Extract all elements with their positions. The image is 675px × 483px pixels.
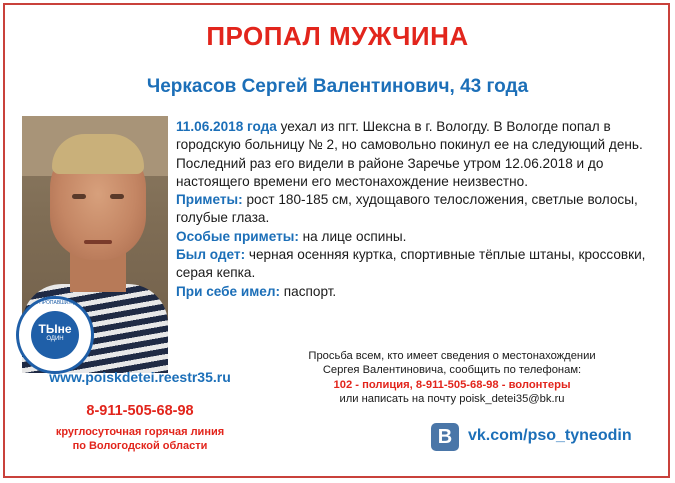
special-signs-label: Особые приметы: — [176, 228, 299, 244]
clothes-paragraph — [176, 246, 651, 283]
signs-paragraph — [176, 191, 651, 228]
photo-eye-right — [110, 194, 124, 199]
special-signs-text: на лице оспины. — [298, 228, 407, 244]
poster-title: ПРОПАЛ МУЖЧИНА — [206, 21, 469, 51]
contact-request — [272, 349, 632, 406]
disappearance-date: 11.06.2018 года — [176, 119, 277, 134]
vk-icon[interactable]: В — [431, 423, 459, 451]
organization-logo — [16, 296, 94, 374]
logo-ring-text: ПОИСК ПРОПАВШИХ ДЕТЕЙ — [20, 300, 90, 306]
signs-text: рост 180-185 см, худощавого телосложения, светлые волосы, голубые глаза. — [176, 192, 638, 226]
circumstances-text: уехал из пгт. Шексна в г. Вологду. В Вологде попал в городскую больницу № 2, но самовольно покинул ее на следующий день. Последний раз его видели в районе Заречье утром 12.06.2018 и до настоящего времени его местонахождение неизвестно. — [176, 119, 643, 189]
photo-mouth — [84, 240, 112, 244]
logo-badge — [31, 311, 79, 359]
request-email[interactable]: или написать на почту poisk_detei35@bk.ru — [339, 392, 565, 405]
logo-sub-text: ОДИН — [46, 336, 64, 342]
description-block — [176, 118, 651, 301]
clothes-label: Был одет: — [176, 247, 246, 263]
circumstances-paragraph — [176, 118, 651, 191]
request-line2: Сергея Валентиновича, сообщить по телефонам: — [322, 364, 582, 377]
request-phones[interactable]: 102 - полиция, 8-911-505-68-98 - волонтеры — [333, 378, 571, 391]
website-link[interactable]: www.poiskdetei.reestr35.ru — [49, 369, 231, 385]
hotline-phone[interactable]: 8-911-505-68-98 — [86, 403, 194, 419]
photo-hair — [52, 134, 144, 174]
belongings-text: паспорт. — [280, 283, 337, 299]
hotline-caption — [20, 425, 260, 453]
belongings-label: При себе имел: — [176, 283, 281, 299]
logo-main-text: ТЫне — [38, 322, 72, 336]
clothes-text: черная осенняя куртка, спортивные тёплые штаны, кроссовки, серая кепка. — [176, 247, 646, 281]
photo-eye-left — [72, 194, 86, 199]
signs-label: Приметы: — [176, 192, 243, 208]
hotline-caption-line2: по Вологодской области — [72, 440, 208, 452]
special-signs-paragraph — [176, 228, 651, 246]
hotline-caption-line1: круглосуточная горячая линия — [55, 426, 225, 438]
missing-person-name: Черкасов Сергей Валентинович, 43 года — [146, 76, 529, 97]
request-line1: Просьба всем, кто имеет сведения о местонахождении — [308, 350, 596, 362]
vk-link[interactable]: vk.com/pso_tyneodin — [468, 427, 632, 444]
belongings-paragraph — [176, 283, 651, 301]
